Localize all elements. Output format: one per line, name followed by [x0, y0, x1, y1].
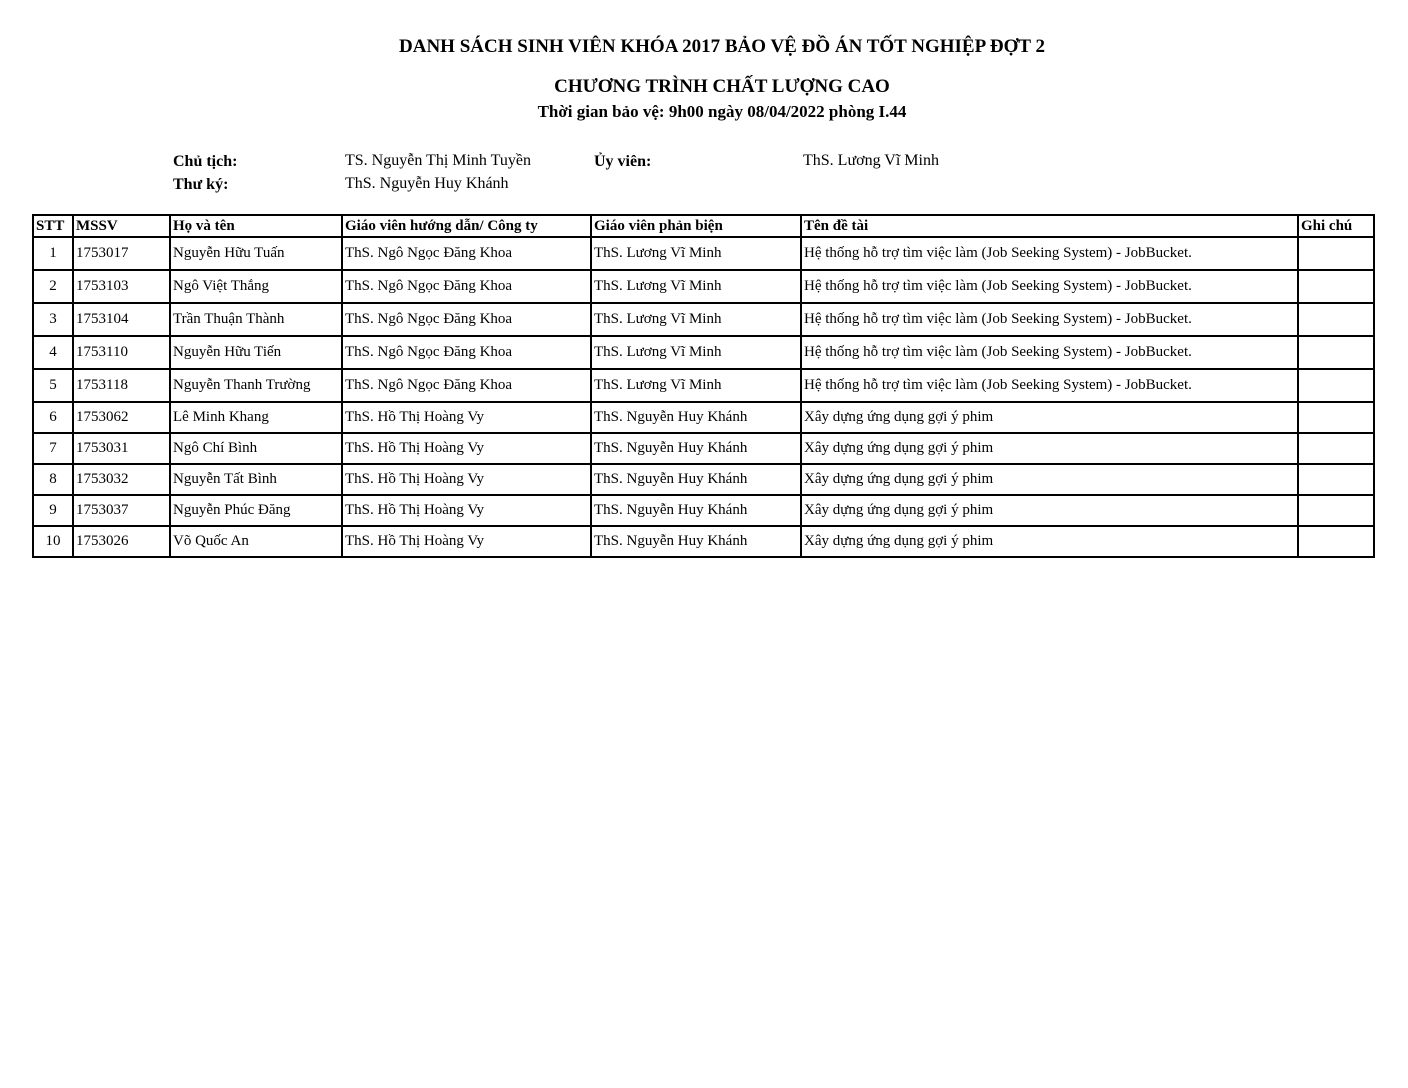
cell-topic: Xây dựng ứng dụng gợi ý phim: [801, 495, 1298, 526]
cell-note: [1298, 433, 1374, 464]
cell-stt: 6: [33, 402, 73, 433]
secretary-label: Thư ký:: [173, 176, 229, 193]
table-row: [33, 464, 1374, 495]
cell-stt: 7: [33, 433, 73, 464]
table-row: [33, 495, 1374, 526]
cell-mssv: 1753104: [73, 303, 170, 336]
cell-mssv: 1753037: [73, 495, 170, 526]
cell-advisor: ThS. Ngô Ngọc Đăng Khoa: [342, 336, 591, 369]
table-row: [33, 237, 1374, 270]
cell-reviewer: ThS. Nguyễn Huy Khánh: [591, 433, 801, 464]
cell-stt: 10: [33, 526, 73, 557]
cell-note: [1298, 270, 1374, 303]
student-table: [32, 214, 1375, 558]
cell-advisor: ThS. Ngô Ngọc Đăng Khoa: [342, 303, 591, 336]
member-name: ThS. Lương Vĩ Minh: [803, 152, 939, 169]
chair-name: TS. Nguyễn Thị Minh Tuyền: [345, 152, 531, 169]
cell-advisor: ThS. Hồ Thị Hoàng Vy: [342, 402, 591, 433]
document-title: DANH SÁCH SINH VIÊN KHÓA 2017 BẢO VỆ ĐỒ ÁN TỐT NGHIỆP ĐỢT 2: [399, 36, 1045, 57]
cell-mssv: 1753017: [73, 237, 170, 270]
table-row: [33, 433, 1374, 464]
cell-mssv: 1753103: [73, 270, 170, 303]
cell-topic: Xây dựng ứng dụng gợi ý phim: [801, 464, 1298, 495]
cell-topic: Hệ thống hỗ trợ tìm việc làm (Job Seeking System) - JobBucket.: [801, 369, 1298, 402]
cell-name: Nguyễn Hữu Tuấn: [170, 237, 342, 270]
cell-name: Nguyễn Thanh Trường: [170, 369, 342, 402]
cell-topic: Hệ thống hỗ trợ tìm việc làm (Job Seeking System) - JobBucket.: [801, 336, 1298, 369]
header-reviewer: Giáo viên phản biện: [591, 215, 801, 237]
cell-note: [1298, 369, 1374, 402]
cell-advisor: ThS. Hồ Thị Hoàng Vy: [342, 433, 591, 464]
cell-name: Ngô Chí Bình: [170, 433, 342, 464]
cell-topic: Xây dựng ứng dụng gợi ý phim: [801, 433, 1298, 464]
cell-advisor: ThS. Ngô Ngọc Đăng Khoa: [342, 237, 591, 270]
cell-name: Nguyễn Hữu Tiến: [170, 336, 342, 369]
cell-name: Nguyễn Tất Bình: [170, 464, 342, 495]
cell-reviewer: ThS. Lương Vĩ Minh: [591, 303, 801, 336]
table-row: [33, 402, 1374, 433]
cell-mssv: 1753031: [73, 433, 170, 464]
cell-stt: 3: [33, 303, 73, 336]
cell-reviewer: ThS. Lương Vĩ Minh: [591, 237, 801, 270]
cell-stt: 9: [33, 495, 73, 526]
cell-reviewer: ThS. Lương Vĩ Minh: [591, 336, 801, 369]
header-stt: STT: [33, 215, 73, 237]
cell-mssv: 1753062: [73, 402, 170, 433]
cell-name: Võ Quốc An: [170, 526, 342, 557]
defense-time: Thời gian bảo vệ: 9h00 ngày 08/04/2022 phòng I.44: [537, 102, 907, 121]
cell-advisor: ThS. Hồ Thị Hoàng Vy: [342, 464, 591, 495]
cell-name: Trần Thuận Thành: [170, 303, 342, 336]
table-row: [33, 369, 1374, 402]
cell-name: Nguyễn Phúc Đăng: [170, 495, 342, 526]
cell-reviewer: ThS. Nguyễn Huy Khánh: [591, 402, 801, 433]
cell-reviewer: ThS. Lương Vĩ Minh: [591, 369, 801, 402]
cell-stt: 8: [33, 464, 73, 495]
cell-mssv: 1753032: [73, 464, 170, 495]
cell-mssv: 1753110: [73, 336, 170, 369]
secretary-name: ThS. Nguyễn Huy Khánh: [345, 175, 509, 192]
table-header-row: [33, 215, 1374, 237]
program-title: CHƯƠNG TRÌNH CHẤT LƯỢNG CAO: [554, 76, 890, 97]
header-topic: Tên đề tài: [801, 215, 1298, 237]
header-mssv: MSSV: [73, 215, 170, 237]
cell-stt: 4: [33, 336, 73, 369]
cell-stt: 1: [33, 237, 73, 270]
cell-name: Ngô Việt Thắng: [170, 270, 342, 303]
cell-reviewer: ThS. Nguyễn Huy Khánh: [591, 526, 801, 557]
cell-note: [1298, 237, 1374, 270]
cell-note: [1298, 495, 1374, 526]
cell-note: [1298, 336, 1374, 369]
cell-advisor: ThS. Hồ Thị Hoàng Vy: [342, 495, 591, 526]
cell-note: [1298, 526, 1374, 557]
cell-advisor: ThS. Ngô Ngọc Đăng Khoa: [342, 270, 591, 303]
table-row: [33, 303, 1374, 336]
chair-label: Chủ tịch:: [173, 153, 238, 170]
cell-note: [1298, 303, 1374, 336]
header-note: Ghi chú: [1298, 215, 1374, 237]
cell-topic: Xây dựng ứng dụng gợi ý phim: [801, 526, 1298, 557]
cell-name: Lê Minh Khang: [170, 402, 342, 433]
member-label: Ủy viên:: [594, 153, 652, 170]
cell-note: [1298, 402, 1374, 433]
cell-topic: Hệ thống hỗ trợ tìm việc làm (Job Seeking System) - JobBucket.: [801, 303, 1298, 336]
cell-note: [1298, 464, 1374, 495]
table-row: [33, 526, 1374, 557]
cell-stt: 5: [33, 369, 73, 402]
cell-mssv: 1753026: [73, 526, 170, 557]
cell-mssv: 1753118: [73, 369, 170, 402]
header-name: Họ và tên: [170, 215, 342, 237]
cell-topic: Hệ thống hỗ trợ tìm việc làm (Job Seeking System) - JobBucket.: [801, 270, 1298, 303]
table-row: [33, 336, 1374, 369]
cell-reviewer: ThS. Nguyễn Huy Khánh: [591, 464, 801, 495]
cell-topic: Hệ thống hỗ trợ tìm việc làm (Job Seeking System) - JobBucket.: [801, 237, 1298, 270]
cell-advisor: ThS. Ngô Ngọc Đăng Khoa: [342, 369, 591, 402]
cell-stt: 2: [33, 270, 73, 303]
table-row: [33, 270, 1374, 303]
cell-advisor: ThS. Hồ Thị Hoàng Vy: [342, 526, 591, 557]
cell-reviewer: ThS. Nguyễn Huy Khánh: [591, 495, 801, 526]
cell-topic: Xây dựng ứng dụng gợi ý phim: [801, 402, 1298, 433]
cell-reviewer: ThS. Lương Vĩ Minh: [591, 270, 801, 303]
header-advisor: Giáo viên hướng dẫn/ Công ty: [342, 215, 591, 237]
